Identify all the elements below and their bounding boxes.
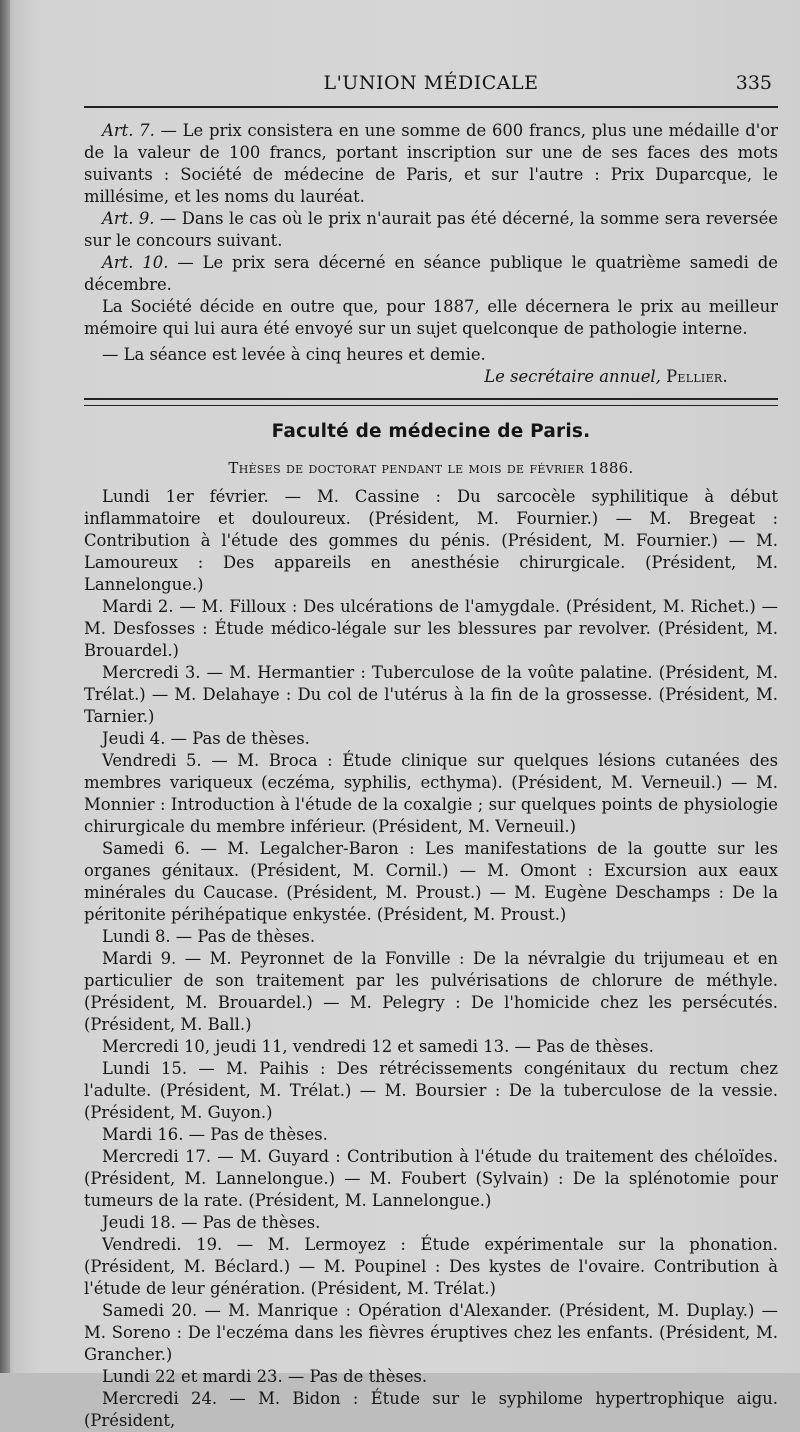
section-title: Faculté de médecine de Paris.	[271, 421, 591, 442]
thesis-entry: Vendredi 5. — M. Broca : Étude clinique sur quelques lésions cutanées des membres variqueux (eczéma, syphilis, ecthyma). (Président, M. Verneuil.) — M. Monnier : Introduction à l'étude de la coxalgie ; sur quelques points de physiologie chirurgicale du membre inférieur. (Président, M. Verneuil.)	[84, 751, 778, 836]
thesis-entry: Samedi 20. — M. Manrique : Opération d'Alexander. (Président, M. Duplay.) — M. Soreno : De l'eczéma dans les fièvres éruptives chez les enfants. (Président, M. Grancher.)	[84, 1301, 778, 1364]
thesis-entry: Jeudi 18. — Pas de thèses.	[102, 1213, 321, 1232]
closing-paragraph: — La séance est levée à cinq heures et demie.	[102, 345, 486, 364]
thesis-entry: Vendredi. 19. — M. Lermoyez : Étude expérimentale sur la phonation. (Président, M. Béclard.) — M. Poupinel : Des kystes de l'ovaire. Contribution à l'étude de leur génération. (Président, M. Trélat.)	[84, 1235, 778, 1298]
thesis-entry: Mardi 16. — Pas de thèses.	[102, 1125, 328, 1144]
page-number: 335	[735, 72, 772, 94]
article-text: — Dans le cas où le prix n'aurait pas été décerné, la somme sera reversée sur le concours suivant.	[84, 209, 778, 250]
article-label: Art. 10.	[102, 253, 169, 272]
article-label: Art. 7.	[102, 121, 155, 140]
article-10	[84, 252, 778, 296]
page-header	[84, 70, 778, 100]
thesis-entry: Mercredi 24. — M. Bidon : Étude sur le syphilome hypertrophique aigu. (Président,	[84, 1389, 778, 1430]
thesis-entry: Jeudi 4. — Pas de thèses.	[102, 729, 310, 748]
thesis-entry: Mardi 9. — M. Peyronnet de la Fonville : De la névralgie du trijumeau et en particulier de son traitement par les pulvérisations de chlorure de méthyle. (Président, M. Brouardel.) — M. Pelegry : De l'homicide chez les persécutés. (Président, M. Ball.)	[84, 949, 778, 1034]
article-7	[84, 120, 778, 208]
thesis-entry: Mercredi 3. — M. Hermantier : Tuberculose de la voûte palatine. (Président, M. Trélat.) — M. Delahaye : Du col de l'utérus à la fin de la grossesse. (Président, M. Tarnier.)	[84, 663, 778, 726]
thesis-entry: Mercredi 10, jeudi 11, vendredi 12 et samedi 13. — Pas de thèses.	[102, 1037, 654, 1056]
signature	[84, 366, 778, 388]
article-body	[84, 120, 778, 1432]
signature-name: Pellier.	[666, 367, 728, 386]
article-text: — Le prix consistera en une somme de 600 francs, plus une médaille d'or de la valeur de 100 francs, portant inscription sur une de ses faces des mots suivants : Société de médecine de Paris, et sur l'autre : Prix Duparcque, le millésime, et les noms du lauréat.	[84, 121, 778, 206]
thesis-entry: Lundi 22 et mardi 23. — Pas de thèses.	[102, 1367, 428, 1386]
thesis-entry: Lundi 8. — Pas de thèses.	[102, 927, 316, 946]
article-text: — Le prix sera décerné en séance publique le quatrième samedi de décembre.	[84, 253, 778, 294]
section-divider	[84, 398, 778, 406]
decision-paragraph: La Société décide en outre que, pour 1887, elle décernera le prix au meilleur mémoire qui lui aura été envoyé sur un sujet quelconque de pathologie interne.	[84, 297, 778, 338]
article-label: Art. 9.	[102, 209, 155, 228]
article-9	[84, 208, 778, 252]
thesis-list	[84, 486, 778, 1432]
thesis-entry: Lundi 15. — M. Paihis : Des rétrécissements congénitaux du rectum chez l'adulte. (Président, M. Trélat.) — M. Boursier : De la tuberculose de la vessie. (Président, M. Guyon.)	[84, 1059, 778, 1122]
signature-role: Le secrétaire annuel,	[484, 367, 661, 386]
thesis-entry: Mercredi 17. — M. Guyard : Contribution à l'étude du traitement des chéloïdes. (Président, M. Lannelongue.) — M. Foubert (Sylvain) : De la splénotomie pour tumeurs de la rate. (Président, M. Lannelongue.)	[84, 1147, 778, 1210]
running-title: L'UNION MÉDICALE	[323, 72, 539, 94]
thesis-entry: Lundi 1er février. — M. Cassine : Du sarcocèle syphilitique à début inflammatoire et douloureux. (Président, M. Fournier.) — M. Bregeat : Contribution à l'étude des gommes du pénis. (Président, M. Fournier.) — M. Lamoureux : Des appareils en anesthésie chirurgicale. (Président, M. Lannelongue.)	[84, 487, 778, 594]
thesis-entry: Mardi 2. — M. Filloux : Des ulcérations de l'amygdale. (Président, M. Richet.) — M. Desfosses : Étude médico-légale sur les blessures par revolver. (Président, M. Brouardel.)	[84, 597, 778, 660]
thesis-entry: Samedi 6. — M. Legalcher-Baron : Les manifestations de la goutte sur les organes génitaux. (Président, M. Cornil.) — M. Omont : Excursion aux eaux minérales du Caucase. (Président, M. Proust.) — M. Eugène Deschamps : De la péritonite périhépatique enkystée. (Président, M. Proust.)	[84, 839, 778, 924]
section-subtitle: Thèses de doctorat pendant le mois de février 1886.	[228, 459, 634, 477]
header-rule	[84, 106, 778, 108]
